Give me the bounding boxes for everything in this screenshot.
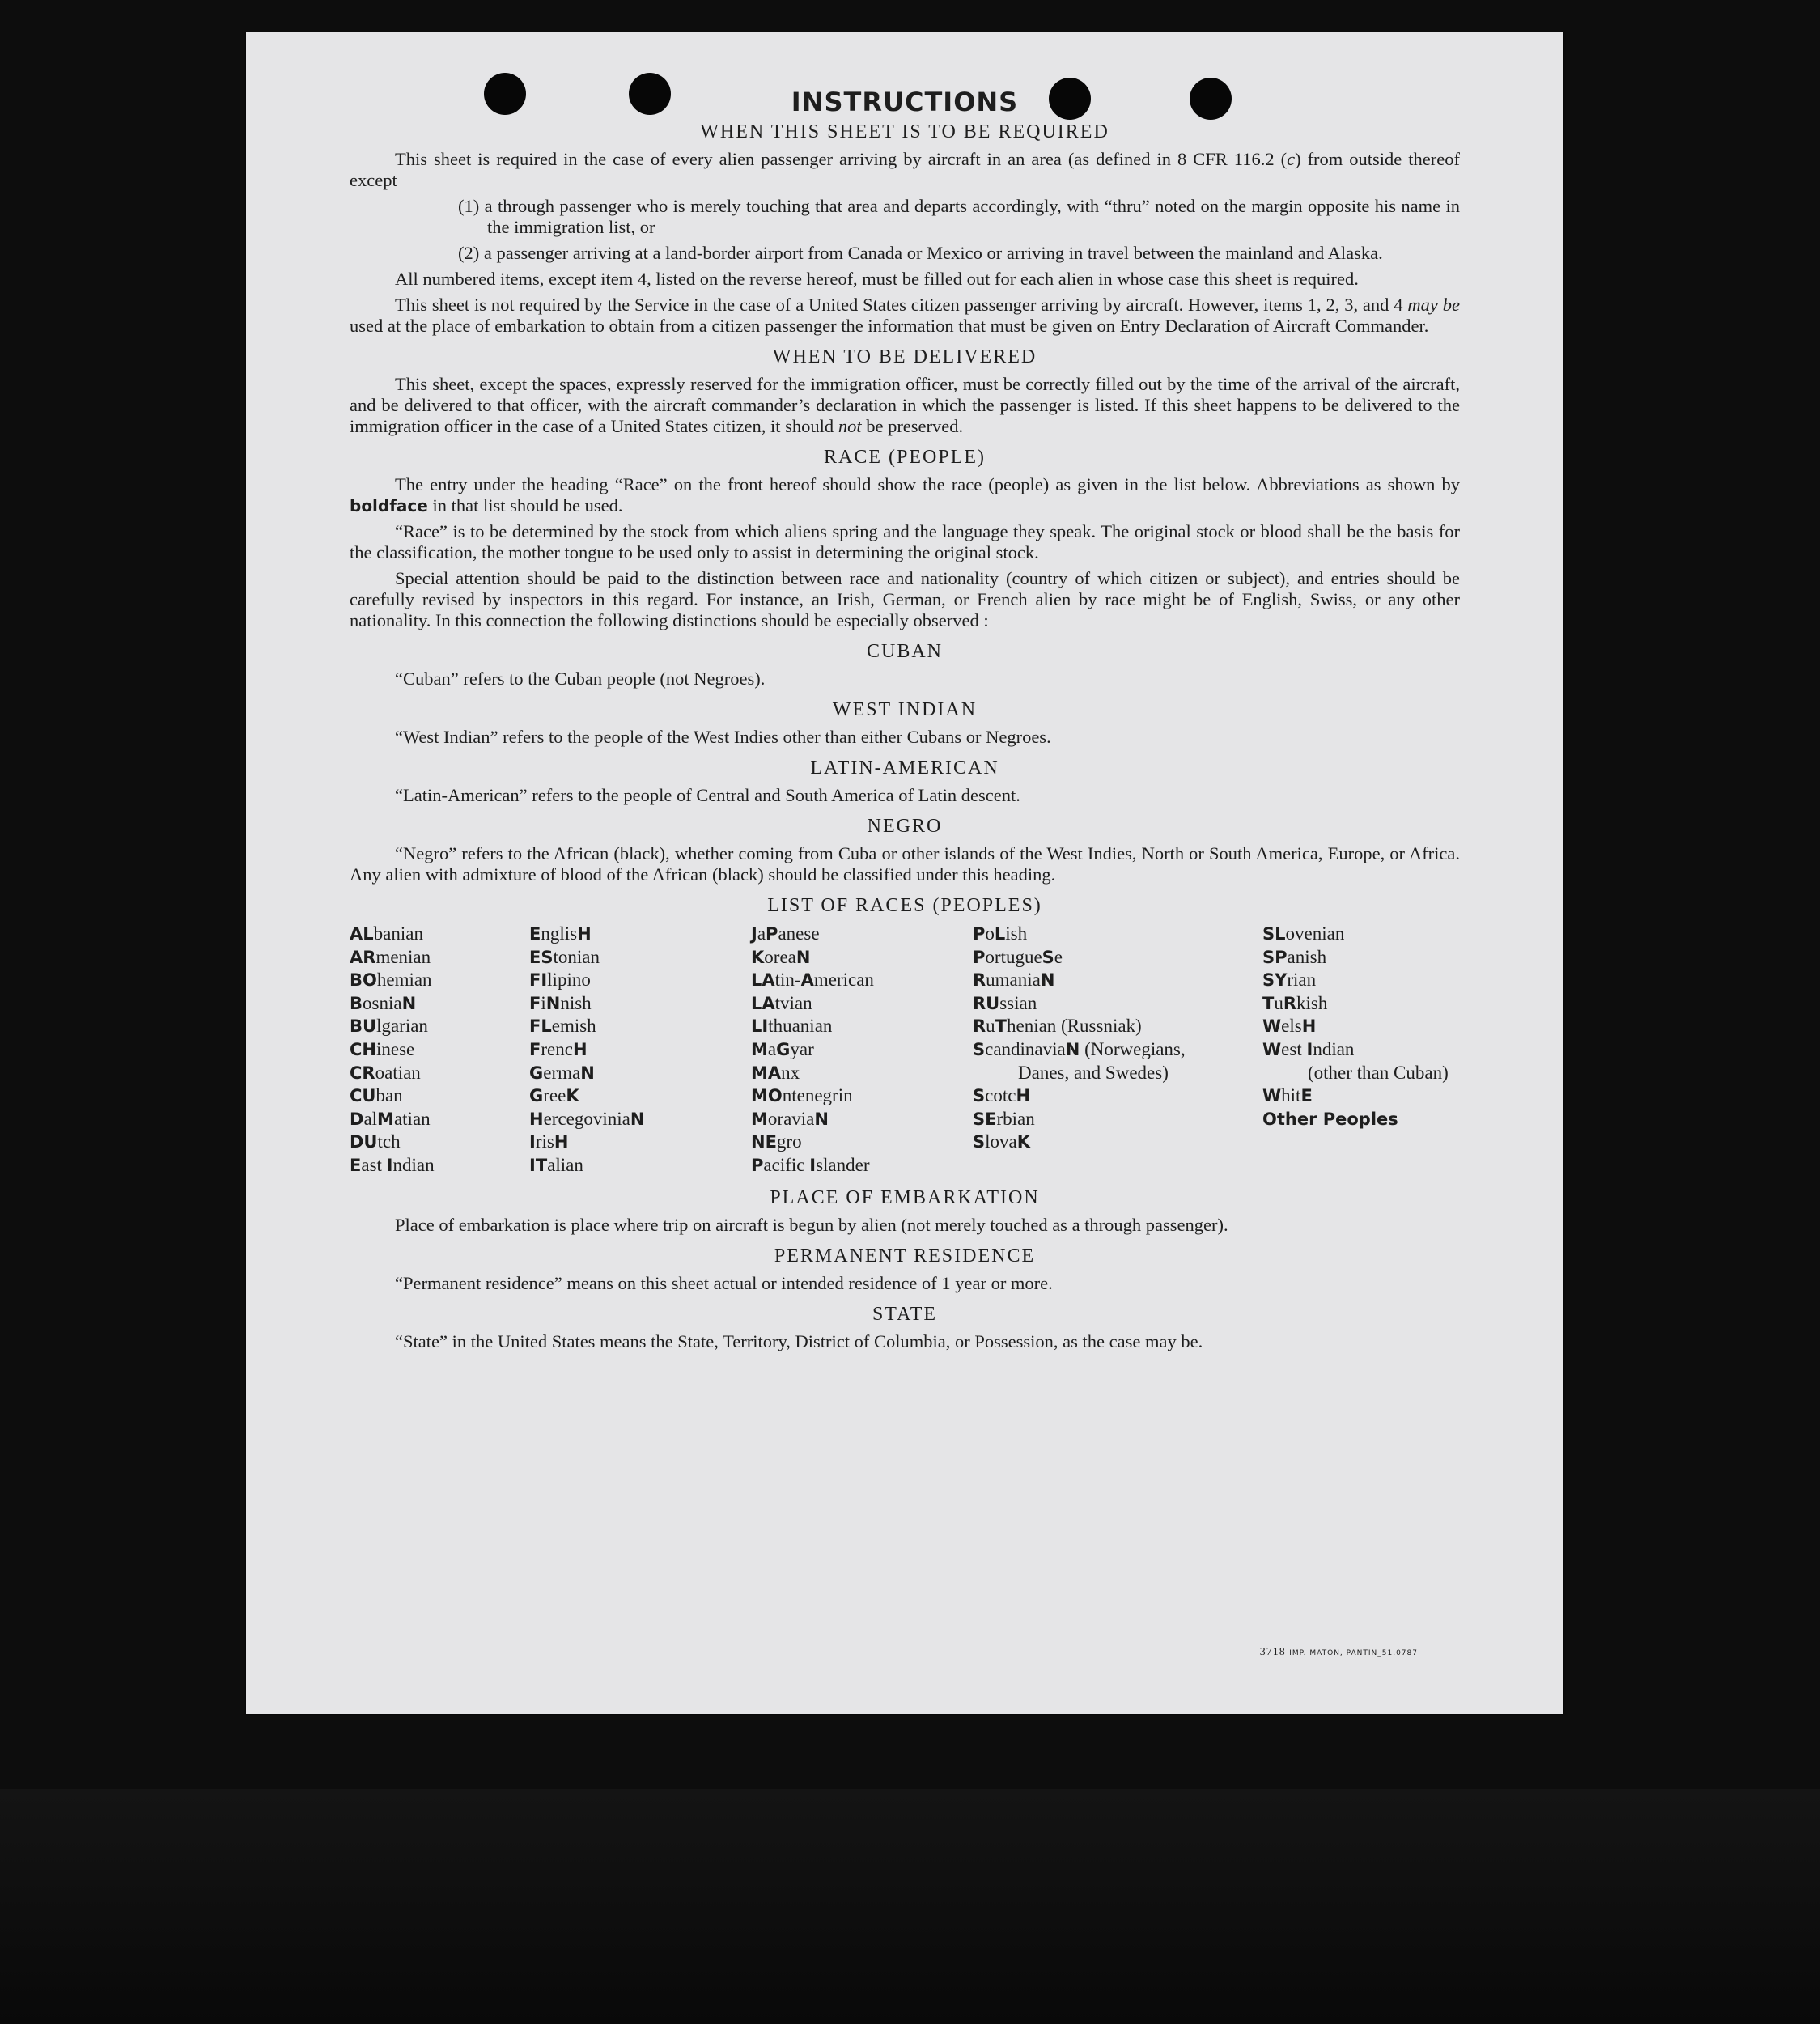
section-heading: CUBAN: [866, 641, 943, 662]
section-heading: NEGRO: [867, 816, 943, 837]
section-heading: WHEN TO BE DELIVERED: [772, 346, 1037, 367]
race-entry: LIthuanian: [751, 1016, 833, 1037]
race-entry: HercegoviniaN: [529, 1108, 645, 1129]
race-entry: West Indian (other than Cuban): [1262, 1038, 1449, 1083]
paragraph: “Negro” refers to the African (black), whether coming from Cuba or other islands of the West Indies, North or South America, Europe, or Africa. Any alien with admixture of blood of the African (black) should be classified under this heading.: [350, 843, 1460, 885]
race-column: [1262, 923, 1460, 1177]
section-heading: LATIN-AMERICAN: [810, 757, 999, 779]
race-entry: East Indian: [350, 1154, 435, 1175]
race-entry: ScotcH: [973, 1085, 1031, 1106]
race-entry: RumaniaN: [973, 970, 1055, 991]
race-entry: SLovenian: [1262, 923, 1345, 944]
race-entry: CRoatian: [350, 1062, 421, 1083]
race-entry: ITalian: [529, 1154, 583, 1175]
paragraph: All numbered items, except item 4, listed on the reverse hereof, must be filled out for each alien in whose case this sheet is required.: [395, 269, 1359, 289]
paragraph: “Permanent residence” means on this sheet actual or intended residence of 1 year or more.: [395, 1272, 1053, 1293]
race-entry: DUtch: [350, 1131, 401, 1152]
section-heading: PLACE OF EMBARKATION: [770, 1186, 1040, 1208]
race-entry: TuRkish: [1262, 992, 1328, 1013]
race-column: [350, 923, 529, 1177]
form-code: [1260, 1646, 1418, 1659]
race-entry: BUlgarian: [350, 1016, 428, 1037]
race-entry: LAtin-American: [751, 970, 874, 991]
race-entry: KoreaN: [751, 946, 811, 967]
race-entry: SPanish: [1262, 946, 1327, 967]
paragraph: This sheet, except the spaces, expressly reserved for the immigration officer, must be correctly filled out by the time of the arrival of the aircraft, and be delivered to that officer, with the aircraft commander’s declaration in which the passenger is listed. If this sheet happens to be delivered to the immigration officer in the case of a United States citizen, it should not be preserved.: [350, 374, 1460, 436]
paragraph: The entry under the heading “Race” on the front hereof should show the race (people) as given in the list below. Abbreviations as shown by boldface in that list should be used.: [350, 474, 1460, 516]
race-entry: IrisH: [529, 1131, 569, 1152]
race-entry: MoraviaN: [751, 1108, 829, 1129]
race-entry: PoLish: [973, 923, 1028, 944]
paragraph: “Cuban” refers to the Cuban people (not Negroes).: [395, 668, 766, 689]
paragraph: This sheet is not required by the Service in the case of a United States citizen passenger arriving by aircraft. However, items 1, 2, 3, and 4 may be used at the place of embarkation to obtain from a citizen passenger the information that must be given on Entry Declaration of Aircraft Commander.: [350, 295, 1460, 336]
race-column: [529, 923, 751, 1177]
race-entry: BOhemian: [350, 970, 432, 991]
race-entry: ARmenian: [350, 946, 431, 967]
section-heading: WHEN THIS SHEET IS TO BE REQUIRED: [700, 121, 1109, 142]
race-entry: SlovaK: [973, 1131, 1031, 1152]
scan-background: [0, 1789, 1820, 2024]
race-entry: RUssian: [973, 992, 1037, 1013]
paragraph: “West Indian” refers to the people of the West Indies other than either Cubans or Negroes.: [395, 727, 1051, 747]
race-entry: WelsH: [1262, 1016, 1317, 1037]
list-item: (1) a through passenger who is merely touching that area and departs accordingly, with “thru” noted on the margin opposite his name in the immigration list, or: [458, 196, 1460, 237]
race-entry: SYrian: [1262, 970, 1317, 991]
instructions-body: [350, 86, 1460, 1357]
paragraph: Place of embarkation is place where trip on aircraft is begun by alien (not merely touched as a through passenger).: [395, 1214, 1228, 1235]
race-entry: MAnx: [751, 1062, 800, 1083]
race-entry: ALbanian: [350, 923, 423, 944]
race-entry: SErbian: [973, 1108, 1035, 1129]
race-entry: FrencH: [529, 1038, 588, 1059]
race-column: [751, 923, 973, 1177]
race-entry: FIlipino: [529, 970, 591, 991]
race-entry: EnglisH: [529, 923, 592, 944]
paragraph: Special attention should be paid to the distinction between race and nationality (country of which citizen or subject), and entries should be carefully revised by inspectors in this regard. For instance, an Irish, German, or French alien by race might be of English, Swiss, or any other nationality. In this connection the following distinctions should be especially observed :: [350, 568, 1460, 630]
race-entry: CHinese: [350, 1038, 415, 1059]
race-entry: NEgro: [751, 1131, 802, 1152]
race-entry: MOntenegrin: [751, 1085, 853, 1106]
race-entry: DalMatian: [350, 1108, 431, 1129]
form-number: 3718: [1259, 1646, 1286, 1658]
paragraph: “Latin-American” refers to the people of Central and South America of Latin descent.: [395, 785, 1020, 805]
race-entry: PortugueSe: [973, 946, 1063, 967]
race-list: [350, 923, 1460, 1177]
race-entry: GermaN: [529, 1062, 595, 1083]
race-column: [973, 923, 1262, 1177]
race-entry: Other Peoples: [1262, 1109, 1398, 1129]
section-heading: PERMANENT RESIDENCE: [774, 1245, 1036, 1267]
race-entry: MaGyar: [751, 1038, 814, 1059]
instruction-sheet: [246, 32, 1563, 1714]
race-entry: LAtvian: [751, 992, 812, 1013]
race-entry: GreeK: [529, 1085, 579, 1106]
printer-mark: IMP. MATON, PANTIN_51.0787: [1289, 1649, 1418, 1657]
race-entry: Pacific Islander: [751, 1154, 870, 1175]
race-entry: CUban: [350, 1085, 403, 1106]
section-heading: LIST OF RACES (PEOPLES): [767, 895, 1042, 916]
paragraph: This sheet is required in the case of every alien passenger arriving by aircraft in an area (as defined in 8 CFR 116.2 (c) from outside thereof except: [350, 149, 1460, 190]
race-entry: JaPanese: [751, 923, 820, 944]
race-entry: ScandinaviaN (Norwegians, Danes, and Swedes): [973, 1038, 1186, 1083]
race-entry: EStonian: [529, 946, 600, 967]
race-entry: FiNnish: [529, 992, 592, 1013]
race-entry: BosniaN: [350, 992, 417, 1013]
paragraph: “State” in the United States means the State, Territory, District of Columbia, or Possession, as the case may be.: [395, 1330, 1203, 1351]
paragraph: “Race” is to be determined by the stock from which aliens spring and the language they speak. The original stock or blood shall be the basis for the classification, the mother tongue to be used only to assist in determining the original stock.: [350, 521, 1460, 562]
list-item: (2) a passenger arriving at a land-border airport from Canada or Mexico or arriving in travel between the mainland and Alaska.: [458, 243, 1383, 263]
page-title: INSTRUCTIONS: [791, 87, 1019, 117]
race-entry: RuThenian (Russniak): [973, 1016, 1142, 1037]
section-heading: RACE (PEOPLE): [824, 447, 986, 468]
race-entry: FLemish: [529, 1016, 596, 1037]
race-entry: WhitE: [1262, 1085, 1313, 1106]
section-heading: WEST INDIAN: [832, 699, 978, 720]
section-heading: STATE: [872, 1303, 938, 1325]
